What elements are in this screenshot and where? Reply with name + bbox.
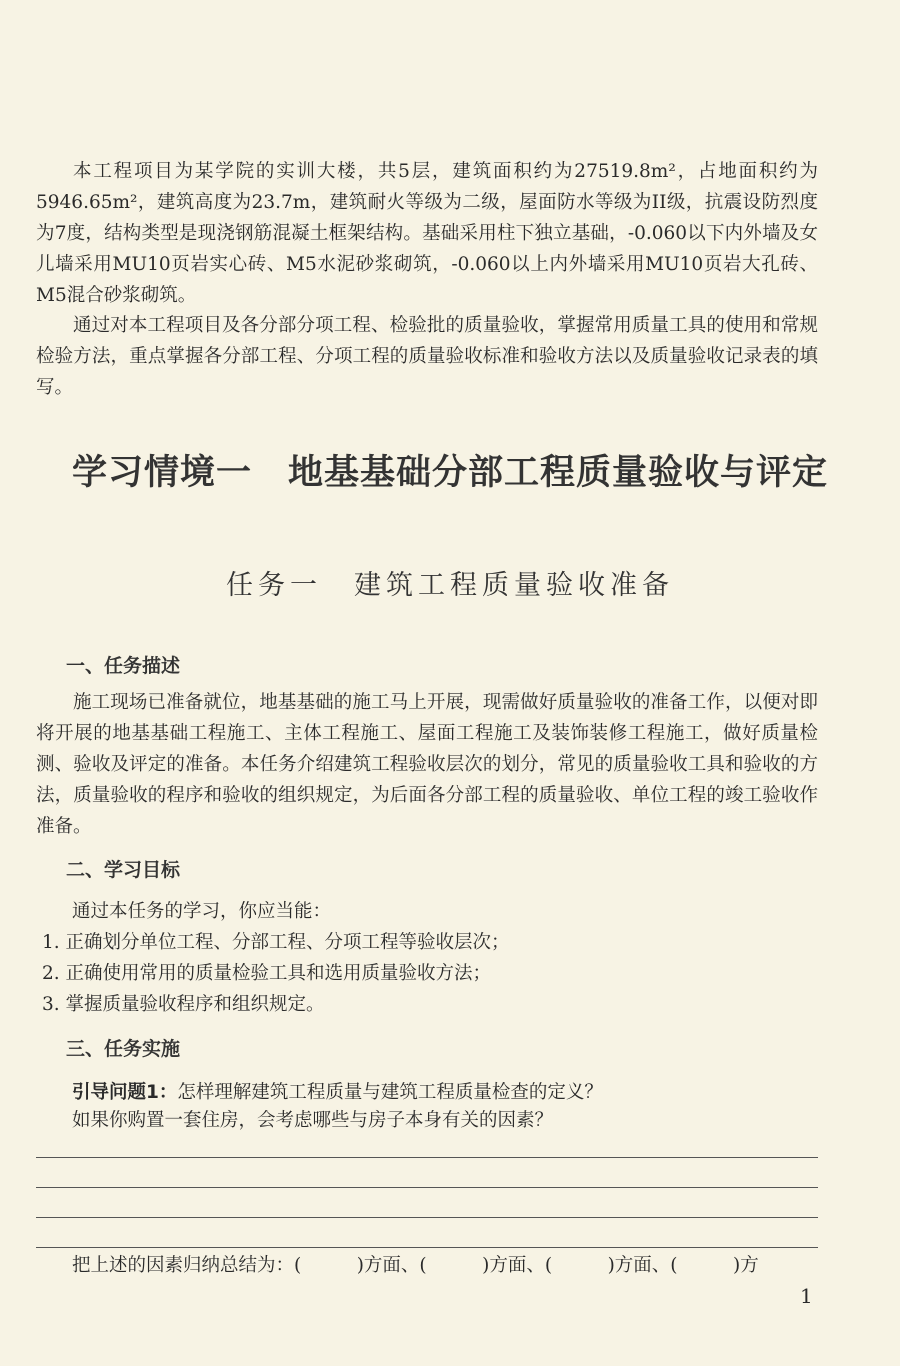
answer-line[interactable] (36, 1187, 818, 1188)
goal-item: 1. 正确划分单位工程、分部工程、分项工程等验收层次； (42, 932, 510, 953)
section-heading-task-implementation: 三、任务实施 (66, 1038, 181, 1060)
intro-paragraph-1: 本工程项目为某学院的实训大楼，共5层，建筑面积约为27519.8m²，占地面积约为5946.65m²，建筑高度为23.7m，建筑耐火等级为二级，屋面防水等级为II级，抗震设防烈度为7度，结构类型是现浇钢筋混凝土框架结构。基础采用柱下独立基础，-0.060以下内外墙及女儿墙采用MU10页岩实心砖、M5水泥砂浆砌筑，-0.060以上内外墙采用MU10页岩大孔砖、M5混合砂浆砌筑。 (36, 161, 818, 306)
section-heading-task-description: 一、任务描述 (66, 655, 181, 677)
guide-question-1: 引导问题1：怎样理解建筑工程质量与建筑工程质量检查的定义？ 如果你购置一套住房，会考虑哪些与房子本身有关的因素？ (72, 1082, 603, 1131)
summary-line: 把上述的因素归纳总结为：( )方面、( )方面、( )方面、( )方 (72, 1255, 759, 1276)
answer-line[interactable] (36, 1217, 818, 1218)
task-title: 任务一 建筑工程质量验收准备 (226, 570, 674, 601)
learning-goals: 通过本任务的学习，你应当能： 1. 正确划分单位工程、分部工程、分项工程等验收层次； 2. 正确使用常用的质量检验工具和选用质量验收方法； 3. 掌握质量验收程序和组织规定。 (72, 896, 818, 1020)
section-heading-learning-goals: 二、学习目标 (66, 859, 181, 881)
chapter-title: 学习情境一 地基基础分部工程质量验收与评定 (71, 453, 828, 493)
answer-line[interactable] (36, 1247, 818, 1248)
goal-item: 2. 正确使用常用的质量检验工具和选用质量验收方法； (42, 963, 492, 984)
task-description-text: 施工现场已准备就位，地基基础的施工马上开展，现需做好质量验收的准备工作，以便对即将开展的地基基础工程施工、主体工程施工、屋面工程施工及装饰装修工程施工，做好质量检测、验收及评定的准备。本任务介绍建筑工程验收层次的划分，常见的质量验收工具和验收的方法，质量验收的程序和验收的组织规定，为后面各分部工程的质量验收、单位工程的竣工验收作准备。 (36, 692, 818, 837)
intro-paragraph-2: 通过对本工程项目及各分部分项工程、检验批的质量验收，掌握常用质量工具的使用和常规检验方法，重点掌握各分部工程、分项工程的质量验收标准和验收方法以及质量验收记录表的填写。 (36, 315, 818, 398)
answer-line[interactable] (36, 1157, 818, 1158)
goal-item: 3. 掌握质量验收程序和组织规定。 (42, 994, 325, 1015)
page-number: 1 (800, 1284, 813, 1308)
